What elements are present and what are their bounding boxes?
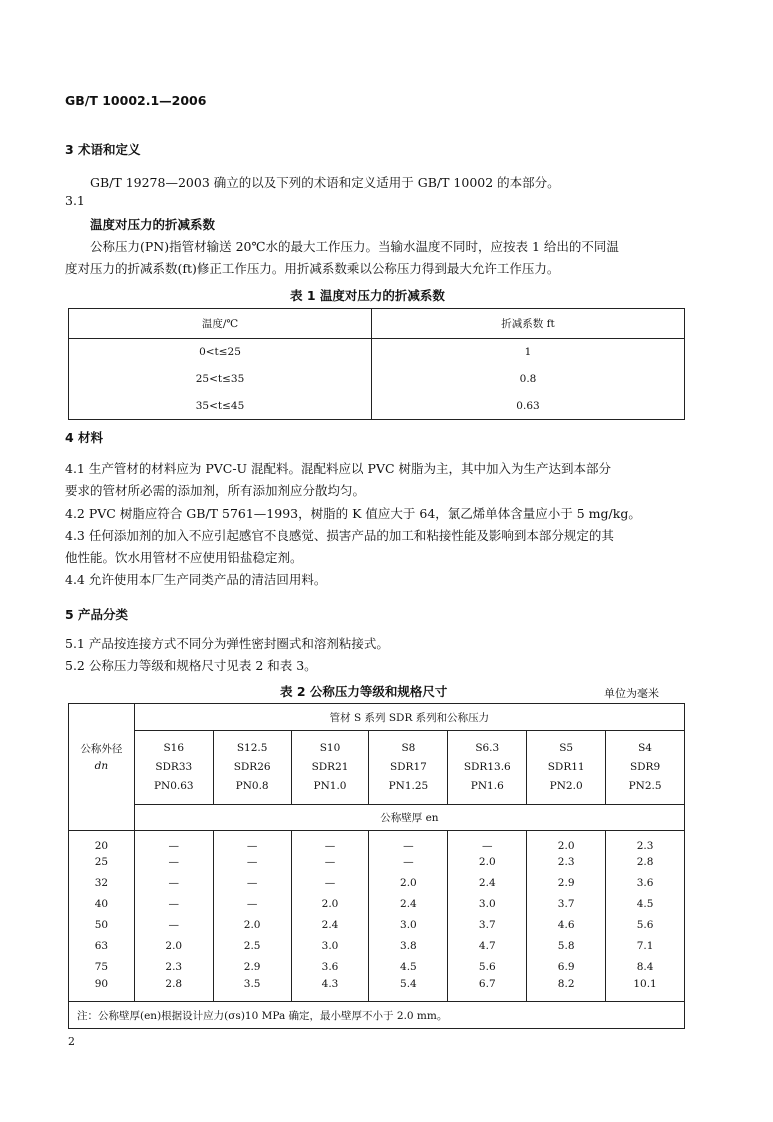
table2-value-cell: 2.3 (606, 831, 685, 852)
table2-value-cell: 2.8 (134, 978, 213, 1002)
table2-group-header: 管材 S 系列 SDR 系列和公称压力 (134, 704, 684, 731)
series-s: S6.3 (475, 742, 500, 754)
clause-4-3-line1: 4.3 任何添加剂的加入不应引起感官不良感觉、损害产品的加工和粘接性能及影响到本部分规定的其 (65, 528, 614, 543)
table-row (69, 366, 685, 393)
table2-dn-cell: 20 (94, 839, 109, 852)
clause-4-1-line1: 4.1 生产管材的材料应为 PVC-U 混配料。混配料应以 PVC 树脂为主，其中加入为生产达到本部分 (65, 461, 612, 476)
table2-value-cell: 2.0 (213, 915, 291, 936)
table2-value-cell: 7.1 (606, 936, 685, 957)
table2 (68, 703, 685, 1029)
table-row (69, 978, 685, 1002)
table2-value-cell: 5.6 (448, 957, 527, 978)
series-s: S5 (559, 742, 574, 754)
table-row (69, 339, 685, 366)
table2-note: 注：公称壁厚(en)根据设计应力(σs)10 MPa 确定，最小壁厚不小于 2.0 mm。 (69, 1002, 685, 1029)
table1-cell-factor: 0.63 (372, 393, 685, 420)
clause-5-1: 5.1 产品按连接方式不同分为弹性密封圈式和溶剂粘接式。 (65, 636, 389, 651)
subsection-3-1-number: 3.1 (65, 193, 85, 208)
series-s: S12.5 (236, 742, 268, 754)
table1-header-factor: 折减系数 ft (372, 309, 685, 339)
table2-thickness-header: 公称壁厚 en (134, 805, 684, 831)
table2-value-cell: 3.0 (291, 936, 369, 957)
series-sdr: SDR13.6 (463, 761, 511, 773)
table2-value-cell: 2.0 (369, 873, 448, 894)
table2-dn-cell: 40 (94, 898, 109, 910)
table2-value-cell: — (213, 873, 291, 894)
table2-value-cell: 8.4 (606, 957, 685, 978)
section-3-heading: 3 术语和定义 (65, 142, 141, 157)
table2-value-cell: 5.4 (369, 978, 448, 1002)
series-sdr: SDR9 (629, 761, 661, 773)
table2-value-cell: 4.7 (448, 936, 527, 957)
table2-row-header (69, 704, 135, 805)
table2-value-cell: 3.5 (213, 978, 291, 1002)
table2-value-cell: 3.7 (527, 894, 606, 915)
series-s: S8 (401, 742, 416, 754)
series-sdr: SDR11 (547, 761, 585, 773)
table2-value-cell: 4.5 (369, 957, 448, 978)
table-row (69, 894, 685, 915)
term-title: 温度对压力的折减系数 (90, 217, 216, 232)
series-s: S16 (163, 742, 185, 754)
table2-value-cell: 2.0 (134, 936, 213, 957)
table2-value-cell: 6.9 (527, 957, 606, 978)
table2-value-cell: 3.0 (448, 894, 527, 915)
table2-value-cell: — (134, 915, 213, 936)
table2-value-cell: — (213, 894, 291, 915)
table-row (69, 936, 685, 957)
series-pn: PN2.0 (549, 780, 583, 792)
table2-value-cell: — (291, 873, 369, 894)
section-3-intro: GB/T 19278—2003 确立的以及下列的术语和定义适用于 GB/T 10002 的本部分。 (90, 175, 560, 190)
table2-value-cell: 2.5 (213, 936, 291, 957)
table2-row-header-line2: dn (94, 760, 109, 773)
table2-series-row (69, 731, 685, 805)
table2-value-cell: 4.3 (291, 978, 369, 1002)
section-5-heading: 5 产品分类 (65, 607, 129, 622)
table-row (69, 393, 685, 420)
table2-value-cell: — (134, 852, 213, 873)
table1-caption: 表 1 温度对压力的折减系数 (290, 288, 445, 303)
table-row (69, 852, 685, 873)
table2-series-cell (527, 731, 606, 805)
table2-caption: 表 2 公称压力等级和规格尺寸 (280, 684, 448, 699)
page-number: 2 (68, 1035, 75, 1048)
table2-value-cell: 3.6 (606, 873, 685, 894)
table2-value-cell: 10.1 (606, 978, 685, 1002)
table2-dn-cell: 90 (94, 977, 109, 990)
table2-value-cell: 3.8 (369, 936, 448, 957)
series-sdr: SDR26 (233, 761, 271, 773)
table2-value-cell: 4.6 (527, 915, 606, 936)
table2-value-cell: — (369, 852, 448, 873)
table1 (68, 308, 685, 420)
series-pn: PN1.6 (470, 780, 504, 792)
table2-value-cell: 5.8 (527, 936, 606, 957)
table2-value-cell: 6.7 (448, 978, 527, 1002)
table1-cell-range: 25<t≤35 (69, 366, 372, 393)
series-pn: PN1.0 (313, 780, 347, 792)
table2-value-cell: 3.6 (291, 957, 369, 978)
term-definition-line1: 公称压力(PN)指管材输送 20℃水的最大工作压力。当输水温度不同时，应按表 1 给出的不同温 (90, 239, 619, 254)
table2-value-cell: 2.0 (291, 894, 369, 915)
clause-4-1-line2: 要求的管材所必需的添加剂，所有添加剂应分散均匀。 (65, 483, 366, 498)
table2-value-cell: 2.0 (448, 852, 527, 873)
series-pn: PN2.5 (628, 780, 662, 792)
table2-series-cell (448, 731, 527, 805)
table-row (69, 873, 685, 894)
table2-series-cell (213, 731, 291, 805)
table2-value-cell: 3.0 (369, 915, 448, 936)
table2-unit: 单位为毫米 (604, 687, 659, 700)
clause-5-2: 5.2 公称压力等级和规格尺寸见表 2 和表 3。 (65, 658, 317, 673)
table2-value-cell: — (134, 873, 213, 894)
table2-value-cell: — (291, 852, 369, 873)
table2-dn-cell: 32 (94, 877, 109, 889)
table-row (69, 957, 685, 978)
table2-value-cell: — (213, 852, 291, 873)
series-pn: PN0.63 (153, 780, 194, 792)
clause-4-2: 4.2 PVC 树脂应符合 GB/T 5761—1993，树脂的 K 值应大于 64，氯乙烯单体含量应小于 5 mg/kg。 (65, 506, 641, 521)
table2-series-cell (606, 731, 685, 805)
table1-cell-factor: 0.8 (372, 366, 685, 393)
clause-4-4: 4.4 允许使用本厂生产同类产品的清洁回用料。 (65, 572, 327, 587)
table-row (69, 831, 685, 852)
table1-cell-range: 35<t≤45 (69, 393, 372, 420)
table2-blank-cell (69, 805, 135, 831)
table2-value-cell: — (134, 894, 213, 915)
table2-series-cell (134, 731, 213, 805)
table2-value-cell: — (213, 831, 291, 852)
table2-value-cell: 3.7 (448, 915, 527, 936)
table1-cell-factor: 1 (372, 339, 685, 366)
clause-4-3-line2: 他性能。饮水用管材不应使用铅盐稳定剂。 (65, 550, 303, 565)
table2-value-cell: — (448, 831, 527, 852)
series-pn: PN1.25 (388, 780, 429, 792)
table2-value-cell: 2.4 (369, 894, 448, 915)
table2-dn-cell: 75 (94, 961, 109, 973)
table2-value-cell: 2.4 (448, 873, 527, 894)
table2-value-cell: 2.9 (527, 873, 606, 894)
table2-value-cell: 2.0 (527, 831, 606, 852)
table2-value-cell: — (291, 831, 369, 852)
series-s: S10 (319, 742, 341, 754)
table-row (69, 915, 685, 936)
table2-series-cell (291, 731, 369, 805)
table2-value-cell: 2.8 (606, 852, 685, 873)
series-s: S4 (638, 742, 652, 754)
table2-row-header-line1: 公称外径 (80, 743, 123, 756)
table1-cell-range: 0<t≤25 (69, 339, 372, 366)
table2-value-cell: 8.2 (527, 978, 606, 1002)
table2-dn-cell: 25 (94, 856, 109, 868)
table2-value-cell: — (134, 831, 213, 852)
table2-value-cell: — (369, 831, 448, 852)
series-sdr: SDR17 (389, 761, 427, 773)
table2-dn-cell: 63 (94, 940, 109, 952)
table1-header-temperature: 温度/℃ (69, 309, 372, 339)
term-definition-line2: 度对压力的折减系数(ft)修正工作压力。用折减系数乘以公称压力得到最大允许工作压力。 (65, 261, 560, 276)
table2-value-cell: 2.3 (134, 957, 213, 978)
table2-value-cell: 2.9 (213, 957, 291, 978)
table2-dn-cell: 50 (94, 919, 109, 931)
table2-value-cell: 2.4 (291, 915, 369, 936)
series-pn: PN0.8 (235, 780, 269, 792)
section-4-heading: 4 材料 (65, 430, 104, 445)
series-sdr: SDR33 (155, 761, 193, 773)
table2-value-cell: 4.5 (606, 894, 685, 915)
table2-value-cell: 2.3 (527, 852, 606, 873)
table2-series-cell (369, 731, 448, 805)
standard-number: GB/T 10002.1—2006 (65, 93, 207, 108)
table2-value-cell: 5.6 (606, 915, 685, 936)
series-sdr: SDR21 (311, 761, 349, 773)
